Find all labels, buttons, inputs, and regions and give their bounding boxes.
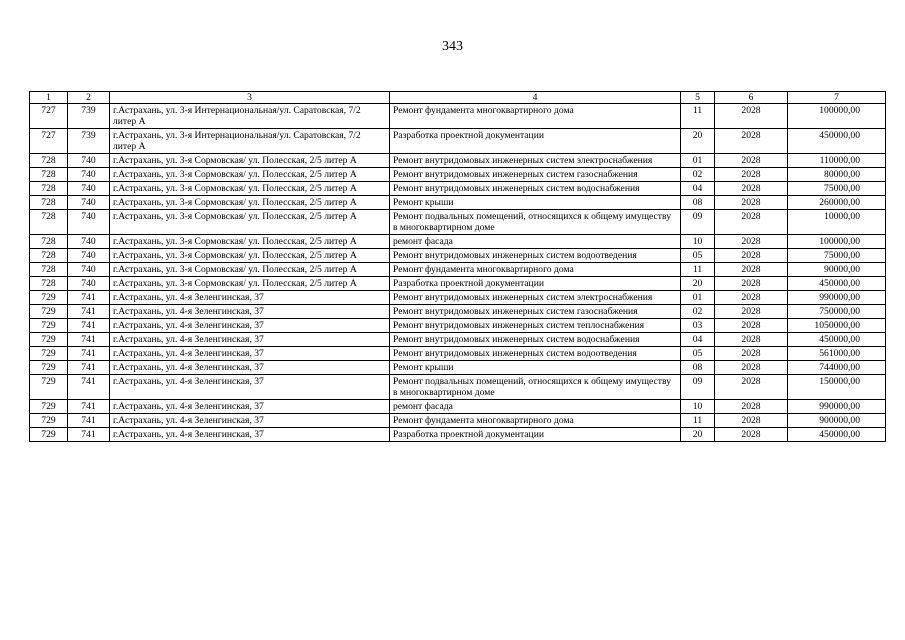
object-number-cell: 740 [68, 182, 110, 196]
page-number: 343 [442, 39, 463, 54]
table-row [30, 319, 886, 333]
address-cell: г.Астрахань, ул. 3-я Сормовская/ ул. Полесская, 2/5 литер А [110, 168, 390, 182]
row-number-cell: 728 [30, 168, 68, 182]
cost-cell: 260000,00 [788, 196, 886, 210]
year-cell: 2028 [715, 263, 788, 277]
address-cell: г.Астрахань, ул. 4-я Зеленгинская, 37 [110, 414, 390, 428]
table-row [30, 168, 886, 182]
row-number-cell: 729 [30, 361, 68, 375]
year-cell: 2028 [715, 104, 788, 129]
cost-cell: 561000,00 [788, 347, 886, 361]
work-type-cell: Ремонт внутридомовых инженерных систем теплоснабжения [390, 319, 681, 333]
work-code-cell: 01 [681, 291, 715, 305]
object-number-cell: 741 [68, 400, 110, 414]
table-row [30, 210, 886, 235]
object-number-cell: 741 [68, 333, 110, 347]
year-cell: 2028 [715, 196, 788, 210]
object-number-cell: 741 [68, 319, 110, 333]
row-number-cell: 728 [30, 235, 68, 249]
header-cell: 7 [788, 92, 886, 104]
year-cell: 2028 [715, 129, 788, 154]
cost-cell: 100000,00 [788, 104, 886, 129]
cost-cell: 10000,00 [788, 210, 886, 235]
work-code-cell: 09 [681, 210, 715, 235]
row-number-cell: 728 [30, 249, 68, 263]
table-row [30, 428, 886, 442]
row-number-cell: 728 [30, 210, 68, 235]
work-type-cell: Ремонт внутридомовых инженерных систем водоснабжения [390, 333, 681, 347]
address-cell: г.Астрахань, ул. 3-я Сормовская/ ул. Полесская, 2/5 литер А [110, 249, 390, 263]
work-code-cell: 08 [681, 361, 715, 375]
address-cell: г.Астрахань, ул. 4-я Зеленгинская, 37 [110, 428, 390, 442]
work-code-cell: 11 [681, 263, 715, 277]
header-cell: 6 [715, 92, 788, 104]
work-code-cell: 03 [681, 319, 715, 333]
year-cell: 2028 [715, 210, 788, 235]
object-number-cell: 741 [68, 291, 110, 305]
header-cell: 5 [681, 92, 715, 104]
object-number-cell: 740 [68, 210, 110, 235]
work-type-cell: Ремонт крыши [390, 196, 681, 210]
address-cell: г.Астрахань, ул. 4-я Зеленгинская, 37 [110, 319, 390, 333]
object-number-cell: 740 [68, 249, 110, 263]
year-cell: 2028 [715, 154, 788, 168]
cost-cell: 450000,00 [788, 428, 886, 442]
year-cell: 2028 [715, 319, 788, 333]
year-cell: 2028 [715, 333, 788, 347]
cost-cell: 900000,00 [788, 414, 886, 428]
year-cell: 2028 [715, 428, 788, 442]
work-code-cell: 11 [681, 414, 715, 428]
year-cell: 2028 [715, 375, 788, 400]
row-number-cell: 729 [30, 414, 68, 428]
cost-cell: 80000,00 [788, 168, 886, 182]
year-cell: 2028 [715, 168, 788, 182]
table-row [30, 375, 886, 400]
object-number-cell: 740 [68, 168, 110, 182]
table-row [30, 361, 886, 375]
work-type-cell: Ремонт подвальных помещений, относящихся к общему имуществу в многоквартирном доме [390, 375, 681, 400]
work-type-cell: Ремонт внутридомовых инженерных систем водоотведения [390, 249, 681, 263]
address-cell: г.Астрахань, ул. 3-я Сормовская/ ул. Полесская, 2/5 литер А [110, 235, 390, 249]
object-number-cell: 740 [68, 263, 110, 277]
table-row [30, 305, 886, 319]
object-number-cell: 741 [68, 428, 110, 442]
work-type-cell: Ремонт внутридомовых инженерных систем водоснабжения [390, 182, 681, 196]
table-row [30, 235, 886, 249]
work-type-cell: Ремонт фундамента многоквартирного дома [390, 414, 681, 428]
object-number-cell: 741 [68, 414, 110, 428]
row-number-cell: 728 [30, 277, 68, 291]
work-code-cell: 08 [681, 196, 715, 210]
work-type-cell: Ремонт фундамента многоквартирного дома [390, 263, 681, 277]
table-row [30, 263, 886, 277]
address-cell: г.Астрахань, ул. 3-я Интернациональная/ул. Саратовская, 7/2 литер А [110, 129, 390, 154]
table-row [30, 249, 886, 263]
object-number-cell: 739 [68, 129, 110, 154]
table-row [30, 347, 886, 361]
row-number-cell: 728 [30, 196, 68, 210]
work-code-cell: 20 [681, 428, 715, 442]
cost-cell: 750000,00 [788, 305, 886, 319]
table-row [30, 154, 886, 168]
table-row [30, 333, 886, 347]
year-cell: 2028 [715, 414, 788, 428]
work-code-cell: 02 [681, 168, 715, 182]
work-type-cell: Ремонт внутридомовых инженерных систем водоотведения [390, 347, 681, 361]
object-number-cell: 740 [68, 277, 110, 291]
work-type-cell: ремонт фасада [390, 235, 681, 249]
work-type-cell: Разработка проектной документации [390, 129, 681, 154]
work-type-cell: ремонт фасада [390, 400, 681, 414]
object-number-cell: 741 [68, 305, 110, 319]
cost-cell: 744000,00 [788, 361, 886, 375]
work-code-cell: 09 [681, 375, 715, 400]
year-cell: 2028 [715, 347, 788, 361]
address-cell: г.Астрахань, ул. 4-я Зеленгинская, 37 [110, 291, 390, 305]
address-cell: г.Астрахань, ул. 4-я Зеленгинская, 37 [110, 375, 390, 400]
year-cell: 2028 [715, 235, 788, 249]
cost-cell: 1050000,00 [788, 319, 886, 333]
table-row [30, 277, 886, 291]
work-code-cell: 10 [681, 400, 715, 414]
cost-cell: 110000,00 [788, 154, 886, 168]
row-number-cell: 728 [30, 182, 68, 196]
row-number-cell: 729 [30, 305, 68, 319]
cost-cell: 75000,00 [788, 249, 886, 263]
table-row [30, 104, 886, 129]
object-number-cell: 740 [68, 196, 110, 210]
address-cell: г.Астрахань, ул. 4-я Зеленгинская, 37 [110, 333, 390, 347]
row-number-cell: 729 [30, 319, 68, 333]
object-number-cell: 740 [68, 235, 110, 249]
work-code-cell: 11 [681, 104, 715, 129]
header-cell: 2 [68, 92, 110, 104]
table-row [30, 400, 886, 414]
work-code-cell: 01 [681, 154, 715, 168]
address-cell: г.Астрахань, ул. 3-я Сормовская/ ул. Полесская, 2/5 литер А [110, 196, 390, 210]
row-number-cell: 727 [30, 104, 68, 129]
year-cell: 2028 [715, 305, 788, 319]
row-number-cell: 729 [30, 400, 68, 414]
work-type-cell: Ремонт внутридомовых инженерных систем газоснабжения [390, 168, 681, 182]
work-type-cell: Ремонт внутридомовых инженерных систем газоснабжения [390, 305, 681, 319]
work-code-cell: 04 [681, 333, 715, 347]
row-number-cell: 729 [30, 375, 68, 400]
year-cell: 2028 [715, 277, 788, 291]
address-cell: г.Астрахань, ул. 3-я Сормовская/ ул. Полесская, 2/5 литер А [110, 277, 390, 291]
row-number-cell: 727 [30, 129, 68, 154]
row-number-cell: 728 [30, 263, 68, 277]
table-row [30, 129, 886, 154]
object-number-cell: 740 [68, 154, 110, 168]
cost-cell: 990000,00 [788, 291, 886, 305]
table-header-row [30, 92, 886, 104]
cost-cell: 150000,00 [788, 375, 886, 400]
year-cell: 2028 [715, 249, 788, 263]
row-number-cell: 729 [30, 333, 68, 347]
address-cell: г.Астрахань, ул. 3-я Интернациональная/ул. Саратовская, 7/2 литер А [110, 104, 390, 129]
cost-cell: 100000,00 [788, 235, 886, 249]
address-cell: г.Астрахань, ул. 4-я Зеленгинская, 37 [110, 347, 390, 361]
address-cell: г.Астрахань, ул. 3-я Сормовская/ ул. Полесская, 2/5 литер А [110, 263, 390, 277]
year-cell: 2028 [715, 291, 788, 305]
header-cell: 4 [390, 92, 681, 104]
header-cell: 1 [30, 92, 68, 104]
work-type-cell: Ремонт фундамента многоквартирного дома [390, 104, 681, 129]
cost-cell: 90000,00 [788, 263, 886, 277]
object-number-cell: 741 [68, 361, 110, 375]
table-row [30, 196, 886, 210]
work-type-cell: Ремонт крыши [390, 361, 681, 375]
address-cell: г.Астрахань, ул. 4-я Зеленгинская, 37 [110, 400, 390, 414]
cost-cell: 990000,00 [788, 400, 886, 414]
object-number-cell: 739 [68, 104, 110, 129]
work-type-cell: Ремонт подвальных помещений, относящихся к общему имуществу в многоквартирном доме [390, 210, 681, 235]
work-code-cell: 05 [681, 347, 715, 361]
address-cell: г.Астрахань, ул. 3-я Сормовская/ ул. Полесская, 2/5 литер А [110, 154, 390, 168]
table-row [30, 291, 886, 305]
object-number-cell: 741 [68, 347, 110, 361]
row-number-cell: 729 [30, 347, 68, 361]
address-cell: г.Астрахань, ул. 3-я Сормовская/ ул. Полесская, 2/5 литер А [110, 210, 390, 235]
registry-table [29, 91, 886, 442]
cost-cell: 450000,00 [788, 129, 886, 154]
address-cell: г.Астрахань, ул. 4-я Зеленгинская, 37 [110, 361, 390, 375]
address-cell: г.Астрахань, ул. 4-я Зеленгинская, 37 [110, 305, 390, 319]
cost-cell: 75000,00 [788, 182, 886, 196]
work-code-cell: 20 [681, 277, 715, 291]
year-cell: 2028 [715, 400, 788, 414]
work-code-cell: 04 [681, 182, 715, 196]
table-row [30, 414, 886, 428]
work-type-cell: Разработка проектной документации [390, 277, 681, 291]
work-type-cell: Ремонт внутридомовых инженерных систем электроснабжения [390, 291, 681, 305]
header-cell: 3 [110, 92, 390, 104]
work-code-cell: 10 [681, 235, 715, 249]
object-number-cell: 741 [68, 375, 110, 400]
row-number-cell: 728 [30, 154, 68, 168]
row-number-cell: 729 [30, 291, 68, 305]
year-cell: 2028 [715, 182, 788, 196]
work-type-cell: Ремонт внутридомовых инженерных систем электроснабжения [390, 154, 681, 168]
cost-cell: 450000,00 [788, 333, 886, 347]
address-cell: г.Астрахань, ул. 3-я Сормовская/ ул. Полесская, 2/5 литер А [110, 182, 390, 196]
row-number-cell: 729 [30, 428, 68, 442]
table-row [30, 182, 886, 196]
work-code-cell: 02 [681, 305, 715, 319]
work-code-cell: 20 [681, 129, 715, 154]
cost-cell: 450000,00 [788, 277, 886, 291]
year-cell: 2028 [715, 361, 788, 375]
work-code-cell: 05 [681, 249, 715, 263]
work-type-cell: Разработка проектной документации [390, 428, 681, 442]
